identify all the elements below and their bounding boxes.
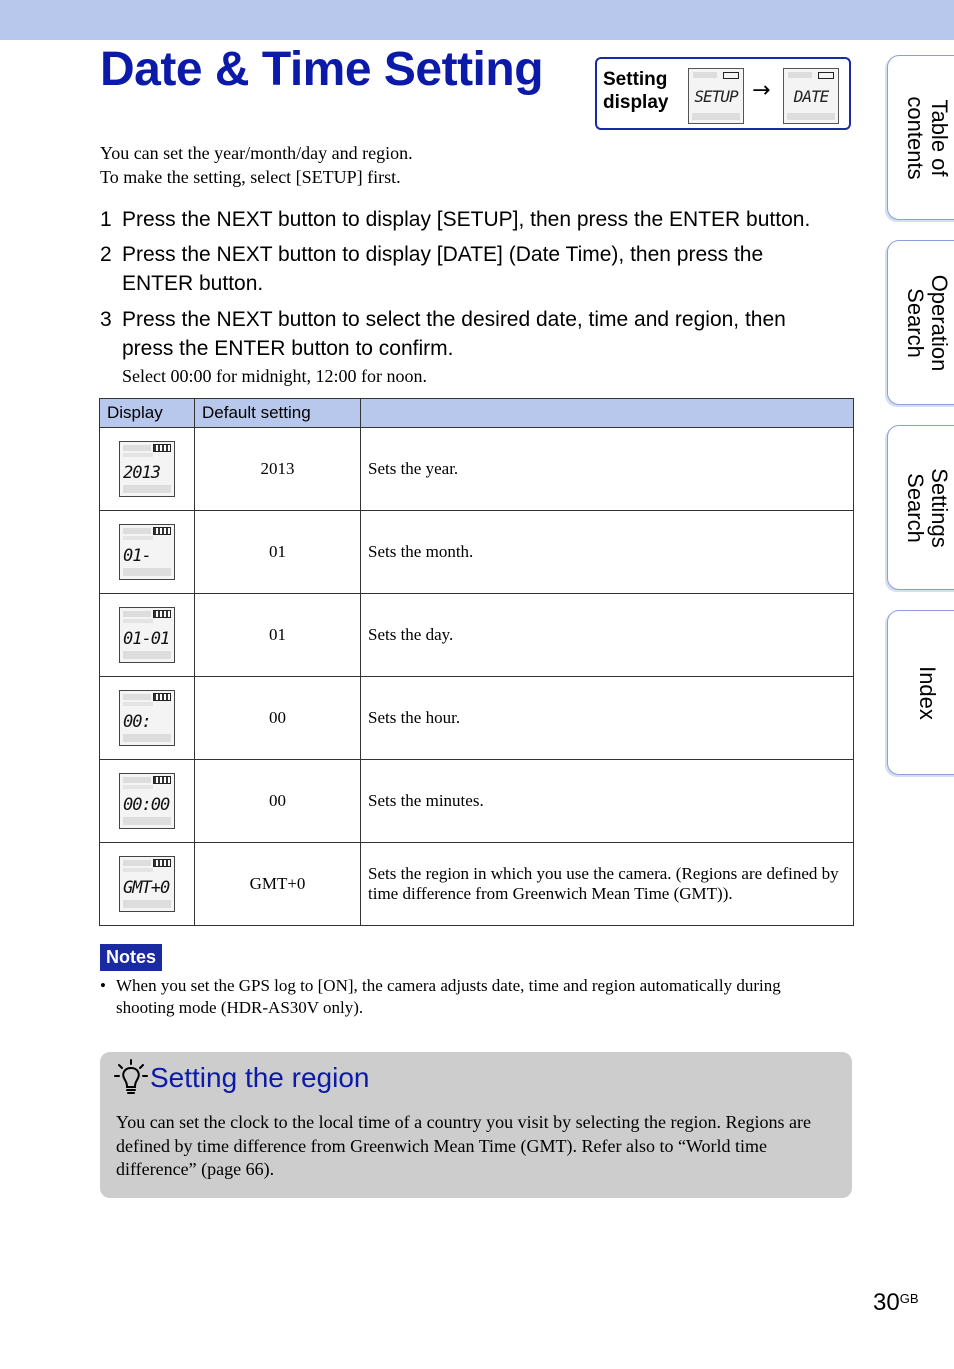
setting-display-box (595, 57, 851, 130)
page-title: Date & Time Setting (100, 43, 544, 96)
header-default: Default setting (195, 399, 361, 428)
description: Sets the year. (361, 428, 854, 511)
lcd-region-icon: GMT+0 (119, 856, 175, 912)
default-value: 2013 (195, 428, 361, 511)
table-row (100, 428, 854, 511)
page-number: $30^{GB}$ (873, 1289, 919, 1316)
tip-title: Setting the region (150, 1062, 370, 1093)
table-row (100, 843, 854, 926)
notes-label: Notes (100, 944, 162, 971)
description: Sets the minutes. (361, 760, 854, 843)
top-color-band (0, 0, 954, 40)
lcd-screen-setup-icon: SETUP (688, 68, 744, 124)
default-value: 01 (195, 511, 361, 594)
lcd-year-icon: 2013 (119, 441, 175, 497)
description: Sets the month. (361, 511, 854, 594)
lcd-screen-date-icon: DATE (783, 68, 839, 124)
tab-operation-search[interactable]: Operation Search (887, 240, 954, 405)
table-header-row (100, 399, 854, 428)
default-value: 00 (195, 760, 361, 843)
table-row (100, 760, 854, 843)
bullet-icon: • (100, 976, 106, 995)
description: Sets the day. (361, 594, 854, 677)
lcd-minutes-icon: 00:00 (119, 773, 175, 829)
right-arrow-icon: → (752, 78, 771, 103)
tab-index[interactable]: Index (887, 610, 954, 775)
intro-text: You can set the year/month/day and region. To make the setting, select [SETUP] first. (100, 143, 413, 187)
tip-box (100, 1052, 852, 1198)
tab-settings-search[interactable]: Settings Search (887, 425, 954, 590)
default-value: GMT+0 (195, 843, 361, 926)
lcd-day-icon: 01-01 (119, 607, 175, 663)
header-description (361, 399, 854, 428)
note-item: • When you set the GPS log to [ON], the camera adjusts date, time and region automatically during shooting mode (HDR-AS30V only). (100, 976, 781, 1017)
description: Sets the region in which you use the camera. (Regions are defined by time difference from Greenwich Mean Time (GMT)). (361, 843, 854, 926)
table-row (100, 594, 854, 677)
step-3-note: Select 00:00 for midnight, 12:00 for noon. (122, 366, 427, 386)
tip-body: You can set the clock to the local time of a country you visit by selecting the region. Regions are defined by time difference from Greenwich Mean Time (GMT). Refer also to “World time difference” (page 66). (116, 1112, 812, 1179)
tab-table-of-contents[interactable]: Table of contents (887, 55, 954, 220)
default-value: 00 (195, 677, 361, 760)
lightbulb-icon (114, 1058, 148, 1100)
table-row (100, 511, 854, 594)
default-value: 01 (195, 594, 361, 677)
settings-table (99, 398, 854, 926)
description: Sets the hour. (361, 677, 854, 760)
lcd-hour-icon: 00: (119, 690, 175, 746)
table-row (100, 677, 854, 760)
lcd-month-icon: 01- (119, 524, 175, 580)
setting-display-label: Setting display (603, 69, 669, 113)
header-display: Display (100, 399, 195, 428)
